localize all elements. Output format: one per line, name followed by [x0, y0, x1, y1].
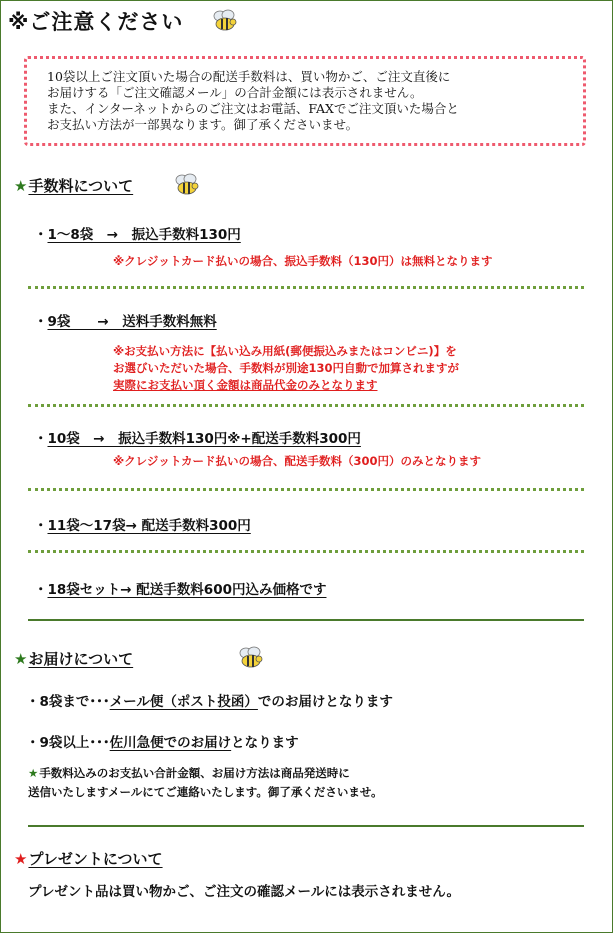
- fee-item: ・1〜8袋 → 振込手数料130円: [34, 227, 241, 243]
- bee-icon: [238, 645, 264, 669]
- bee-icon: [212, 8, 238, 32]
- bullet-dot: ・: [34, 227, 48, 243]
- notice-line: 10袋以上ご注文頂いた場合の配送手数料は、買い物かご、ご注文直後に: [47, 69, 451, 84]
- page-title: ※ご注意ください: [8, 10, 184, 34]
- present-text: プレゼント品は買い物かご、ご注文の確認メールには表示されません。: [28, 884, 460, 900]
- bullet-dot: ・: [26, 694, 40, 710]
- dotted-divider: [28, 286, 584, 289]
- fee-item: ・10袋 → 振込手数料130円※+配送手数料300円: [34, 431, 361, 447]
- delivery-note-line: ★手数料込みのお支払い合計金額、お届け方法は商品発送時に: [28, 766, 350, 780]
- bullet-dot: ・: [34, 314, 48, 330]
- delivery-heading: ★お届けについて: [14, 650, 134, 668]
- fee-note-line: 実際にお支払い頂く金額は商品代金のみとなります: [113, 378, 378, 392]
- dotted-divider: [28, 550, 584, 553]
- delivery-item: ・8袋まで･･･メール便（ポスト投函）でのお届けとなります: [26, 694, 393, 710]
- delivery-note-line: 送信いたしますメールにてご連絡いたします。御了承くださいませ。: [28, 785, 383, 799]
- dotted-divider: [28, 404, 584, 407]
- star-icon: ★: [14, 177, 28, 195]
- fee-note-line: お選びいただいた場合、手数料が別途130円自動で加算されますが: [113, 361, 460, 375]
- fee-note: ※クレジットカード払いの場合、振込手数料（130円）は無料となります: [113, 254, 493, 268]
- notice-box: [24, 56, 586, 146]
- present-heading: ★プレゼントについて: [14, 850, 163, 868]
- fee-item: ・9袋 → 送料手数料無料: [34, 314, 217, 330]
- delivery-item: ・9袋以上･･･佐川急便でのお届けとなります: [26, 735, 299, 751]
- star-icon: ★: [28, 766, 39, 780]
- fee-note: ※クレジットカード払いの場合、配送手数料（300円）のみとなります: [113, 454, 482, 468]
- fee-item: ・11袋〜17袋→ 配送手数料300円: [34, 518, 251, 534]
- section-rule: [28, 825, 584, 827]
- bullet-dot: ・: [34, 518, 48, 534]
- notice-line: また、インターネットからのご注文はお電話、FAXでご注文頂いた場合と: [47, 101, 459, 116]
- dotted-divider: [28, 488, 584, 491]
- fee-note-line: ※お支払い方法に【払い込み用紙(郵便振込みまたはコンビニ)】を: [113, 344, 457, 358]
- star-icon: ★: [14, 850, 28, 868]
- notice-line: お届けする「ご注文確認メール」の合計金額には表示されません。: [47, 85, 423, 100]
- bullet-dot: ・: [26, 735, 40, 751]
- bullet-dot: ・: [34, 582, 48, 598]
- star-icon: ★: [14, 650, 28, 668]
- delivery-method-link: メール便（ポスト投函）: [109, 694, 258, 710]
- bee-icon: [174, 172, 200, 196]
- delivery-method-link: 佐川急便でのお届け: [109, 735, 232, 751]
- fees-heading: ★手数料について: [14, 177, 134, 195]
- bullet-dot: ・: [34, 431, 48, 447]
- fee-item: ・18袋セット→ 配送手数料600円込み価格です: [34, 582, 327, 598]
- section-rule: [28, 619, 584, 621]
- notice-line: お支払い方法が一部異なります。御了承くださいませ。: [47, 117, 359, 132]
